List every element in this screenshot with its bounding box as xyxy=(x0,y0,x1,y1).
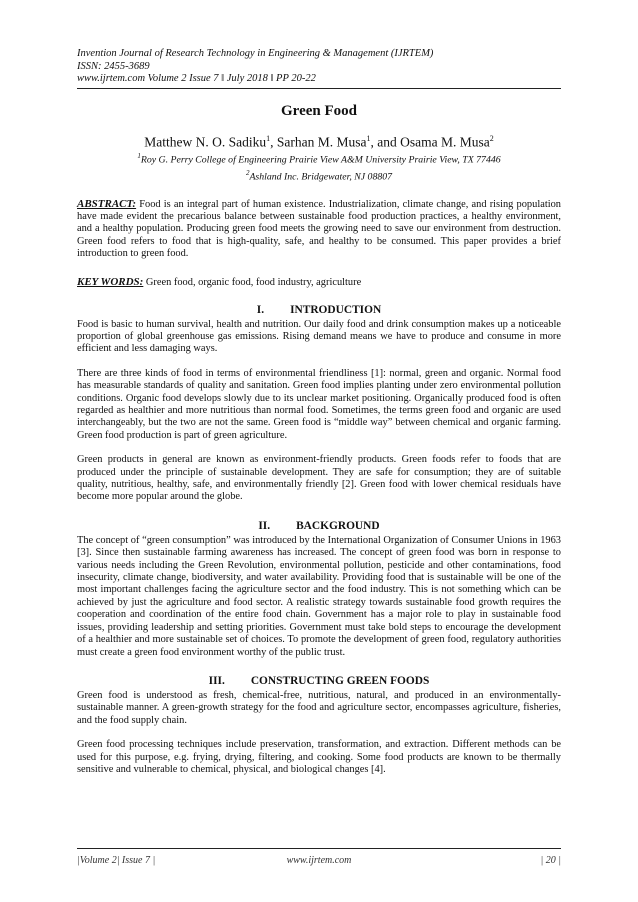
paragraph: There are three kinds of food in terms of environmental friendliness [1]: normal, green and organic. Normal food has measurable standards of quality and sanitation. Green food implies planting under zero environmental pollution conditions. Organic food develops slowly due to its unclear market positioning. Organically produced food is often regarded as healthier and more nutritious than normal food. Sometimes, the terms green food and organic are used interchangeably, but the two are not the same. Green food is “middle way” between chemical and organic farming. Green food production is part of green agriculture. xyxy=(77,367,561,441)
header-rule xyxy=(77,88,561,89)
footer-page-number: | 20 | xyxy=(540,855,561,866)
paper-title: Green Food xyxy=(281,102,357,119)
section-title: BACKGROUND xyxy=(296,519,380,532)
footer-website: www.ijrtem.com xyxy=(286,855,352,866)
paragraph: Green food processing techniques include preservation, transformation, and extraction. Different methods can be used for this purpose, e.g. frying, drying, filtering, and cooking. Some food products are known to be thermally sensitive and vulnerable to chemical, physical, and biological changes [4]. xyxy=(77,739,561,775)
aff-2-sup: 2 xyxy=(245,168,250,177)
paragraph: Green products in general are known as environment-friendly products. Green foods refer to foods that are produced under the principle of sustainable development. They are safe for consumption; they are of suitable quality, nutritious, healthy, safe, and environmentally friendly [2]. Green food with lower chemical residuals have become more popular around the globe. xyxy=(77,454,561,503)
volume-line: www.ijrtem.com Volume 2 Issue 7 ǁ July 2018 ǁ PP 20-22 xyxy=(77,73,316,84)
keywords xyxy=(77,276,561,288)
paragraph: The concept of “green consumption” was introduced by the International Organization of Consumer Unions in 1963 [3]. Since then sustainable farming awareness has increased. The concept of green food was born in response to various needs including the Green Revolution, environmental pollution, pesticide and other contaminations, food insecurity, climate change, biodiversity, and water availability. Providing food that is sustainable will be one of the most important challenges facing the agriculture sector and the food industry. This is not something which can be achieved by just the agriculture and food sector. A realistic strategy towards sustainable food growth requires the cooperation and coordination of the entire food chain. Government has a major role to play in sustainable food issues, providing leadership and setting priorities. Government must take bold steps to encourage the development of a healthier and more sustainable set of choices. To promote the development of green food, regulatory authorities must create a green food environment worthy of the public trust. xyxy=(77,534,561,658)
aff-1-sup: 1 xyxy=(137,152,141,160)
issn: ISSN: 2455-3689 xyxy=(77,60,150,72)
section-heading-introduction xyxy=(77,304,561,316)
section-number: I. xyxy=(256,303,265,316)
section-title: CONSTRUCTING GREEN FOODS xyxy=(250,674,430,687)
author-2: , Sarhan M. Musa xyxy=(270,134,367,149)
author-3-sup: 2 xyxy=(489,133,494,143)
author-2-sup: 1 xyxy=(366,133,371,143)
journal-name: Invention Journal of Research Technology in Engineering & Management (IJRTEM) xyxy=(77,48,434,59)
keywords-text: Green food, organic food, food industry, agriculture xyxy=(143,276,362,288)
section-title: INTRODUCTION xyxy=(290,303,382,316)
section-heading-constructing xyxy=(77,675,561,687)
author-3: , and Osama M. Musa xyxy=(370,134,490,149)
affiliation-1 xyxy=(77,150,561,167)
paragraph: Food is basic to human survival, health and nutrition. Our daily food and drink consumption makes up a noticeable proportion of global greenhouse gas emissions. Rising demand means we have to produce and consume in more efficient and less damaging ways. xyxy=(77,318,561,355)
keywords-label: KEY WORDS: xyxy=(77,275,144,288)
aff-2-text: Ashland Inc. Bridgewater, NJ 08807 xyxy=(249,171,393,183)
paragraph: Green food is understood as fresh, chemical-free, nutritious, natural, and produced in an environmentally-sustainable manner. A green-growth strategy for the food and agriculture sector, encompasses agriculture, fisheries, and the food supply chain. xyxy=(77,689,561,726)
author-1: Matthew N. O. Sadiku xyxy=(144,134,267,149)
page-footer xyxy=(77,848,561,866)
section-number: III. xyxy=(208,674,225,687)
footer-volume: |Volume 2| Issue 7 | xyxy=(77,855,156,866)
abstract-text: Food is an integral part of human existence. Industrialization, climate change, and rising population have made evident the precarious balance between sustainable food production practices, a healthy environment, and a healthy population. Producing green food meets the growing need to save our environment from destruction. Green food refers to food that is high-quality, safe, and healthy to be consumed. This paper provides a brief introduction to green food. xyxy=(77,198,561,260)
abstract-label: ABSTRACT: xyxy=(77,197,137,210)
section-number: II. xyxy=(258,519,271,532)
paper-page xyxy=(77,48,561,776)
running-header xyxy=(77,48,561,86)
abstract xyxy=(77,198,561,261)
author-list xyxy=(77,131,561,151)
section-heading-background xyxy=(77,520,561,532)
affiliation-2 xyxy=(77,167,561,184)
author-1-sup: 1 xyxy=(266,133,271,143)
aff-1-text: Roy G. Perry College of Engineering Prairie View A&M University Prairie View, TX 77446 xyxy=(140,154,501,166)
